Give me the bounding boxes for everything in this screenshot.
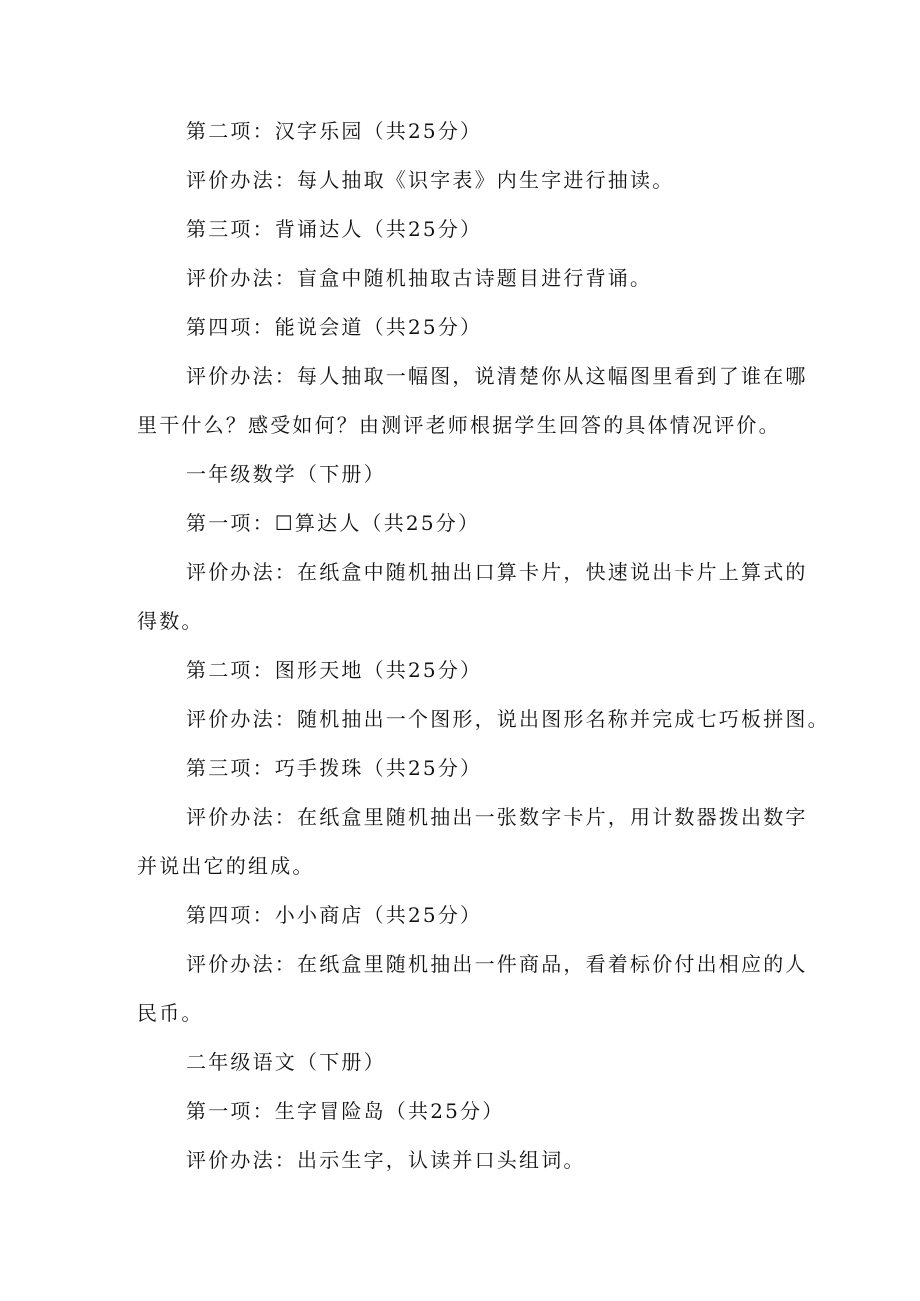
- math-item-1-method: 评价办法：在纸盒中随机抽出口算卡片，快速说出卡片上算式的: [186, 560, 808, 584]
- math-item-1-title: 第一项：☐算达人（共25分）: [186, 511, 481, 535]
- item-3-method: 评价办法：盲盒中随机抽取古诗题目进行背诵。: [186, 266, 653, 290]
- chinese-item-1-method: 评价办法：出示生字，认读并口头组词。: [186, 1148, 586, 1172]
- math-item-4-method: 评价办法：在纸盒里随机抽出一件商品，看着标价付出相应的人: [186, 952, 808, 976]
- section-heading-math: 一年级数学（下册）: [186, 462, 386, 486]
- math-item-2-method: 评价办法：随机抽出一个图形，说出图形名称并完成七巧板拼图。: [186, 707, 830, 731]
- item-4-title: 第四项：能说会道（共25分）: [186, 315, 483, 339]
- section-heading-chinese: 二年级语文（下册）: [186, 1050, 386, 1074]
- item-4-method-cont: 里干什么？感受如何？由测评老师根据学生回答的具体情况评价。: [137, 413, 781, 437]
- math-item-4-title: 第四项：小小商店（共25分）: [186, 903, 483, 927]
- item-2-title: 第二项：汉字乐园（共25分）: [186, 119, 483, 143]
- math-item-3-method-cont: 并说出它的组成。: [137, 854, 315, 878]
- chinese-item-1-title: 第一项：生字冒险岛（共25分）: [186, 1099, 505, 1123]
- math-item-3-title: 第三项：巧手拨珠（共25分）: [186, 756, 483, 780]
- item-4-method: 评价办法：每人抽取一幅图，说清楚你从这幅图里看到了谁在哪: [186, 364, 808, 388]
- item-2-method: 评价办法：每人抽取《识字表》内生字进行抽读。: [186, 168, 675, 192]
- math-item-1-method-cont: 得数。: [137, 609, 204, 633]
- math-item-3-method: 评价办法：在纸盒里随机抽出一张数字卡片，用计数器拨出数字: [186, 805, 808, 829]
- math-item-2-title: 第二项：图形天地（共25分）: [186, 658, 483, 682]
- item-3-title: 第三项：背诵达人（共25分）: [186, 217, 483, 241]
- math-item-4-method-cont: 民币。: [137, 1001, 204, 1025]
